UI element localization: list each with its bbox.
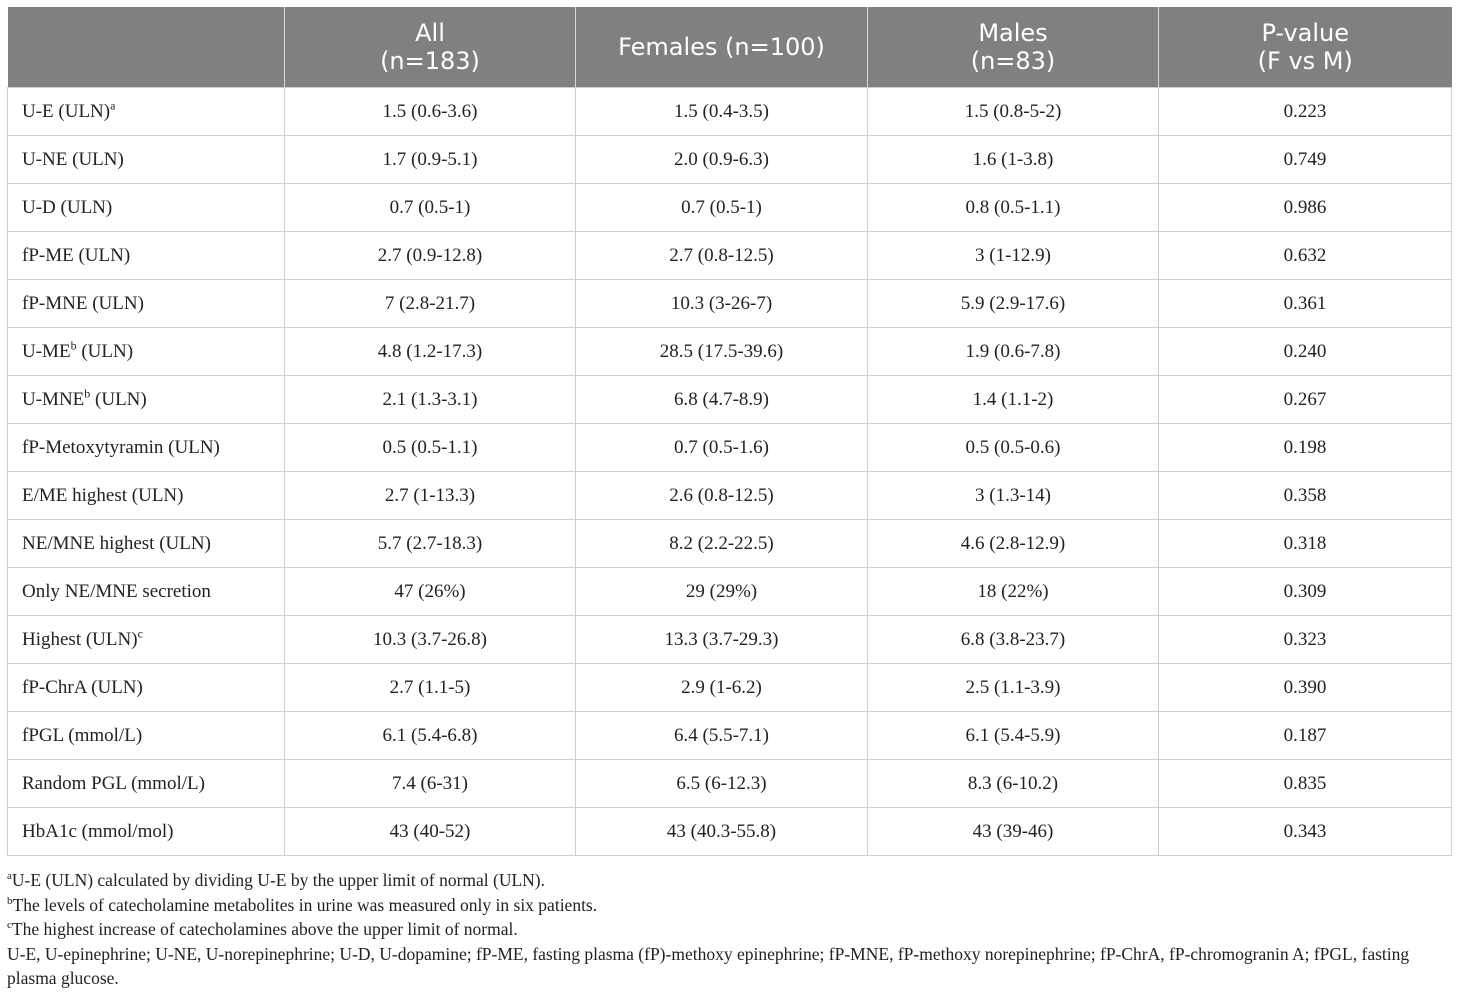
cell-males: 3 (1.3-14) xyxy=(868,472,1159,520)
cell-males: 0.8 (0.5-1.1) xyxy=(868,184,1159,232)
row-label-text: fP-MNE (ULN) xyxy=(22,292,144,314)
cell-males: 18 (22%) xyxy=(868,568,1159,616)
cell-p-value: 0.343 xyxy=(1159,808,1452,856)
cell-all: 2.7 (1-13.3) xyxy=(285,472,576,520)
row-label-text: Only NE/MNE secretion xyxy=(22,580,211,602)
footnote-text: U-E, U-epinephrine; U-NE, U-norepinephrine; U-D, U-dopamine; fP-ME, fasting plasma (fP)-methoxy epinephrine; fP-MNE, fP-methoxy norepinephrine; fP-ChrA, fP-chromogranin A; fPGL, fasting plasma glucose. xyxy=(7,943,1410,988)
cell-p-value: 0.323 xyxy=(1159,616,1452,664)
table-row xyxy=(8,136,1452,184)
row-label xyxy=(8,376,285,424)
table-row xyxy=(8,760,1452,808)
footnote-marker: b xyxy=(70,338,77,353)
cell-males: 1.6 (1-3.8) xyxy=(868,136,1159,184)
header-cell-all: All (n=183) xyxy=(285,7,576,88)
table-body xyxy=(8,88,1452,856)
row-label xyxy=(8,568,285,616)
footnote-text: The highest increase of catecholamines above the upper limit of normal. xyxy=(11,919,518,939)
row-label-text: U-D (ULN) xyxy=(22,196,113,218)
footnote-marker: c xyxy=(137,626,143,641)
footnote xyxy=(7,893,1453,918)
cell-p-value: 0.986 xyxy=(1159,184,1452,232)
cell-females: 2.9 (1-6.2) xyxy=(576,664,868,712)
cell-p-value: 0.318 xyxy=(1159,520,1452,568)
table-row xyxy=(8,184,1452,232)
table-row xyxy=(8,568,1452,616)
cell-p-value: 0.361 xyxy=(1159,280,1452,328)
table-row xyxy=(8,232,1452,280)
header-cell-label xyxy=(8,7,285,88)
table-row xyxy=(8,376,1452,424)
cell-all: 2.1 (1.3-3.1) xyxy=(285,376,576,424)
footnote xyxy=(7,868,1453,893)
row-label-suffix: (ULN) xyxy=(76,340,134,362)
row-label-text: Highest (ULN) xyxy=(22,628,138,650)
cell-females: 6.8 (4.7-8.9) xyxy=(576,376,868,424)
cell-all: 7 (2.8-21.7) xyxy=(285,280,576,328)
footnote-text: U-E (ULN) calculated by dividing U-E by the upper limit of normal (ULN). xyxy=(11,870,546,890)
table-row xyxy=(8,808,1452,856)
row-label xyxy=(8,424,285,472)
cell-p-value: 0.358 xyxy=(1159,472,1452,520)
footnote xyxy=(7,917,1453,942)
cell-p-value: 0.223 xyxy=(1159,88,1452,136)
table-row xyxy=(8,328,1452,376)
cell-all: 2.7 (0.9-12.8) xyxy=(285,232,576,280)
cell-males: 1.5 (0.8-5-2) xyxy=(868,88,1159,136)
footnote-mark: b xyxy=(7,894,13,907)
table-row xyxy=(8,88,1452,136)
cell-all: 43 (40-52) xyxy=(285,808,576,856)
cell-all: 4.8 (1.2-17.3) xyxy=(285,328,576,376)
table-row xyxy=(8,664,1452,712)
cell-males: 3 (1-12.9) xyxy=(868,232,1159,280)
cell-all: 7.4 (6-31) xyxy=(285,760,576,808)
footnote-marker: b xyxy=(84,386,91,401)
row-label xyxy=(8,616,285,664)
row-label xyxy=(8,808,285,856)
row-label-text: fP-ChrA (ULN) xyxy=(22,676,143,698)
table-row xyxy=(8,424,1452,472)
cell-males: 6.8 (3.8-23.7) xyxy=(868,616,1159,664)
table-row xyxy=(8,520,1452,568)
cell-p-value: 0.390 xyxy=(1159,664,1452,712)
cell-females: 2.7 (0.8-12.5) xyxy=(576,232,868,280)
cell-males: 5.9 (2.9-17.6) xyxy=(868,280,1159,328)
row-label-text: NE/MNE highest (ULN) xyxy=(22,532,211,554)
header-cell-p-value: P-value (F vs M) xyxy=(1159,7,1452,88)
cell-all: 5.7 (2.7-18.3) xyxy=(285,520,576,568)
row-label xyxy=(8,232,285,280)
cell-females: 6.4 (5.5-7.1) xyxy=(576,712,868,760)
cell-p-value: 0.632 xyxy=(1159,232,1452,280)
header-cell-males: Males (n=83) xyxy=(868,7,1159,88)
cell-all: 2.7 (1.1-5) xyxy=(285,664,576,712)
cell-all: 0.7 (0.5-1) xyxy=(285,184,576,232)
table-row xyxy=(8,712,1452,760)
footnote xyxy=(7,942,1453,991)
row-label xyxy=(8,88,285,136)
cell-all: 0.5 (0.5-1.1) xyxy=(285,424,576,472)
row-label xyxy=(8,328,285,376)
row-label-text: fPGL (mmol/L) xyxy=(22,724,143,746)
cell-females: 29 (29%) xyxy=(576,568,868,616)
cell-p-value: 0.187 xyxy=(1159,712,1452,760)
cell-males: 1.4 (1.1-2) xyxy=(868,376,1159,424)
cell-p-value: 0.835 xyxy=(1159,760,1452,808)
row-label-text: HbA1c (mmol/mol) xyxy=(22,820,174,842)
cell-p-value: 0.240 xyxy=(1159,328,1452,376)
row-label xyxy=(8,280,285,328)
cell-males: 8.3 (6-10.2) xyxy=(868,760,1159,808)
cell-all: 1.7 (0.9-5.1) xyxy=(285,136,576,184)
data-table-container xyxy=(7,7,1451,856)
cell-males: 0.5 (0.5-0.6) xyxy=(868,424,1159,472)
cell-females: 6.5 (6-12.3) xyxy=(576,760,868,808)
table-row xyxy=(8,472,1452,520)
row-label xyxy=(8,472,285,520)
cell-all: 47 (26%) xyxy=(285,568,576,616)
cell-all: 1.5 (0.6-3.6) xyxy=(285,88,576,136)
row-label-text: fP-Metoxytyramin (ULN) xyxy=(22,436,220,458)
row-label-text: fP-ME (ULN) xyxy=(22,244,131,266)
footnote-mark: a xyxy=(7,870,12,883)
cell-males: 4.6 (2.8-12.9) xyxy=(868,520,1159,568)
row-label-text: U-ME xyxy=(22,340,71,362)
row-label-text: U-E (ULN) xyxy=(22,100,111,122)
cell-p-value: 0.198 xyxy=(1159,424,1452,472)
row-label xyxy=(8,760,285,808)
header-cell-females: Females (n=100) xyxy=(576,7,868,88)
row-label xyxy=(8,184,285,232)
cell-all: 6.1 (5.4-6.8) xyxy=(285,712,576,760)
cell-females: 0.7 (0.5-1) xyxy=(576,184,868,232)
cell-males: 1.9 (0.6-7.8) xyxy=(868,328,1159,376)
cell-females: 2.0 (0.9-6.3) xyxy=(576,136,868,184)
row-label xyxy=(8,520,285,568)
row-label xyxy=(8,136,285,184)
cell-p-value: 0.309 xyxy=(1159,568,1452,616)
row-label-text: Random PGL (mmol/L) xyxy=(22,772,205,794)
cell-females: 10.3 (3-26-7) xyxy=(576,280,868,328)
table-header xyxy=(8,7,1452,88)
cell-females: 0.7 (0.5-1.6) xyxy=(576,424,868,472)
table-row xyxy=(8,616,1452,664)
row-label-text: U-MNE xyxy=(22,388,85,410)
cell-females: 13.3 (3.7-29.3) xyxy=(576,616,868,664)
header-row xyxy=(8,7,1452,88)
row-label xyxy=(8,664,285,712)
cell-males: 2.5 (1.1-3.9) xyxy=(868,664,1159,712)
cell-males: 6.1 (5.4-5.9) xyxy=(868,712,1159,760)
table-row xyxy=(8,280,1452,328)
footnote-text: The levels of catecholamine metabolites in urine was measured only in six patients. xyxy=(12,894,598,915)
cell-all: 10.3 (3.7-26.8) xyxy=(285,616,576,664)
footnotes xyxy=(7,868,1453,991)
cell-females: 2.6 (0.8-12.5) xyxy=(576,472,868,520)
cell-females: 8.2 (2.2-22.5) xyxy=(576,520,868,568)
cell-females: 1.5 (0.4-3.5) xyxy=(576,88,868,136)
footnote-marker: a xyxy=(110,98,116,113)
data-table xyxy=(7,7,1452,856)
row-label-suffix: (ULN) xyxy=(90,388,147,410)
cell-p-value: 0.749 xyxy=(1159,136,1452,184)
cell-females: 28.5 (17.5-39.6) xyxy=(576,328,868,376)
row-label-text: E/ME highest (ULN) xyxy=(22,484,184,506)
cell-p-value: 0.267 xyxy=(1159,376,1452,424)
row-label-text: U-NE (ULN) xyxy=(22,148,124,170)
row-label xyxy=(8,712,285,760)
footnote-mark: c xyxy=(7,919,12,932)
cell-females: 43 (40.3-55.8) xyxy=(576,808,868,856)
cell-males: 43 (39-46) xyxy=(868,808,1159,856)
